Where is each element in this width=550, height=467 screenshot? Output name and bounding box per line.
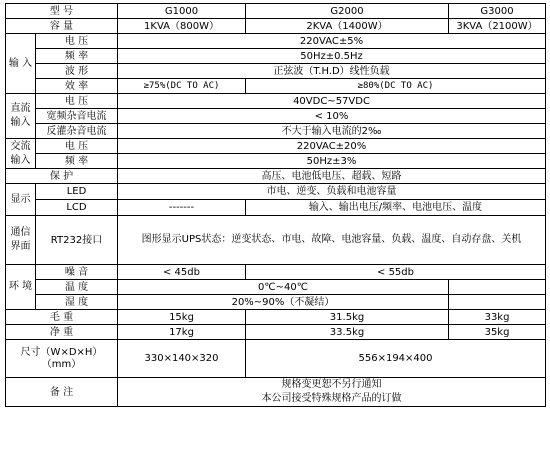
input-efficiency-label: 效 率: [36, 79, 118, 94]
input-waveform-label: 波 形: [36, 64, 118, 79]
input-voltage-label: 电 压: [36, 34, 118, 49]
table-row: [6, 295, 546, 310]
dimensions-label: 尺寸（W×D×H）（mm）: [6, 340, 118, 378]
remarks-label: 备 注: [6, 378, 118, 407]
humidity-value: 20%~90%（不凝结）: [118, 295, 449, 310]
spec-table: [5, 3, 546, 407]
table-row: [6, 378, 546, 407]
protection-value: 高压、电池低电压、超载、短路: [118, 169, 546, 184]
table-row: [6, 34, 546, 49]
net-weight-g3000: 35kg: [449, 325, 546, 340]
capacity-g2000: 2KVA（1400W）: [246, 19, 449, 34]
communication-group-label: 通信界面: [6, 216, 36, 265]
capacity-g3000: 3KVA（2100W）: [449, 19, 546, 34]
table-row: [6, 200, 546, 216]
input-frequency-label: 频 率: [36, 49, 118, 64]
net-weight-g2000: 33.5kg: [246, 325, 449, 340]
dc-broadband-noise-value: < 10%: [118, 109, 546, 124]
capacity-g1000: 1KVA（800W）: [118, 19, 246, 34]
table-row: [6, 310, 546, 325]
table-row: [6, 325, 546, 340]
table-row: [6, 79, 546, 94]
table-row: [6, 49, 546, 64]
dc-reverse-noise-value: 不大于输入电流的2‰: [118, 124, 546, 139]
ac-frequency-value: 50Hz±3%: [118, 154, 546, 169]
input-efficiency-g1000: ≥75%(DC TO AC): [118, 79, 246, 94]
table-row: [6, 19, 546, 34]
display-group-label: 显示: [6, 184, 36, 216]
table-row: [6, 265, 546, 280]
remarks-line-1: 规格变更恕不另行通知: [281, 379, 382, 390]
input-efficiency-other: ≥80%(DC TO AC): [246, 79, 546, 94]
model-g1000: G1000: [118, 4, 246, 19]
table-row: [6, 340, 546, 378]
input-voltage-value: 220VAC±5%: [118, 34, 546, 49]
gross-weight-g3000: 33kg: [449, 310, 546, 325]
table-row: [6, 139, 546, 154]
noise-g1000-value: < 45db: [118, 265, 246, 280]
dimensions-g1000: 330×140×320: [118, 340, 246, 378]
table-row: [6, 109, 546, 124]
table-row: [6, 124, 546, 139]
table-row: [6, 154, 546, 169]
remarks-value: [118, 378, 546, 407]
input-group-label: 输 入: [6, 34, 36, 94]
ac-frequency-label: 频 率: [36, 154, 118, 169]
temperature-label: 温 度: [36, 280, 118, 295]
remarks-line-2: 本公司接受特殊规格产品的订做: [261, 393, 402, 404]
dimensions-other: 556×194×400: [246, 340, 546, 378]
gross-weight-label: 毛 重: [6, 310, 118, 325]
dc-voltage-label: 电 压: [36, 94, 118, 109]
noise-other-value: < 55db: [246, 265, 546, 280]
dc-voltage-value: 40VDC~57VDC: [118, 94, 546, 109]
net-weight-g1000: 17kg: [118, 325, 246, 340]
ac-voltage-value: 220VAC±20%: [118, 139, 546, 154]
ac-input-group-label: 交流输入: [6, 139, 36, 169]
table-row: [6, 184, 546, 200]
input-frequency-value: 50Hz±0.5Hz: [118, 49, 546, 64]
led-value: 市电、逆变、负载和电池容量: [118, 184, 546, 200]
lcd-value: 输入、输出电压/频率、电池电压、温度: [246, 200, 546, 216]
environment-group-label: 环 境: [6, 265, 36, 310]
gross-weight-g2000: 31.5kg: [246, 310, 449, 325]
table-row: [6, 4, 546, 19]
table-row: [6, 280, 546, 295]
dc-broadband-noise-label: 宽频杂音电流: [36, 109, 118, 124]
table-row: [6, 216, 546, 265]
model-g2000: G2000: [246, 4, 449, 19]
input-waveform-value: 正弦波（T.H.D）线性负载: [118, 64, 546, 79]
model-label: 型 号: [6, 4, 118, 19]
table-row: [6, 94, 546, 109]
dc-input-group-label: 直流输入: [6, 94, 36, 139]
net-weight-label: 净 重: [6, 325, 118, 340]
rs232-port-label: RT232接口: [36, 216, 118, 265]
table-row: [6, 64, 546, 79]
lcd-label: LCD: [36, 200, 118, 216]
lcd-g1000-value: -------: [118, 200, 246, 216]
gross-weight-g1000: 15kg: [118, 310, 246, 325]
capacity-label: 容 量: [6, 19, 118, 34]
table-row: [6, 169, 546, 184]
led-label: LED: [36, 184, 118, 200]
model-g3000: G3000: [449, 4, 546, 19]
protection-label: 保 护: [6, 169, 118, 184]
dc-reverse-noise-label: 反灌杂音电流: [36, 124, 118, 139]
communication-value: 图形显示UPS状态：逆变状态、市电、故障、电池容量、负载、温度、自动存盘、关机: [118, 216, 546, 265]
noise-label: 噪 音: [36, 265, 118, 280]
humidity-label: 湿 度: [36, 295, 118, 310]
temperature-value: 0℃~40℃: [118, 280, 449, 295]
ac-voltage-label: 电 压: [36, 139, 118, 154]
